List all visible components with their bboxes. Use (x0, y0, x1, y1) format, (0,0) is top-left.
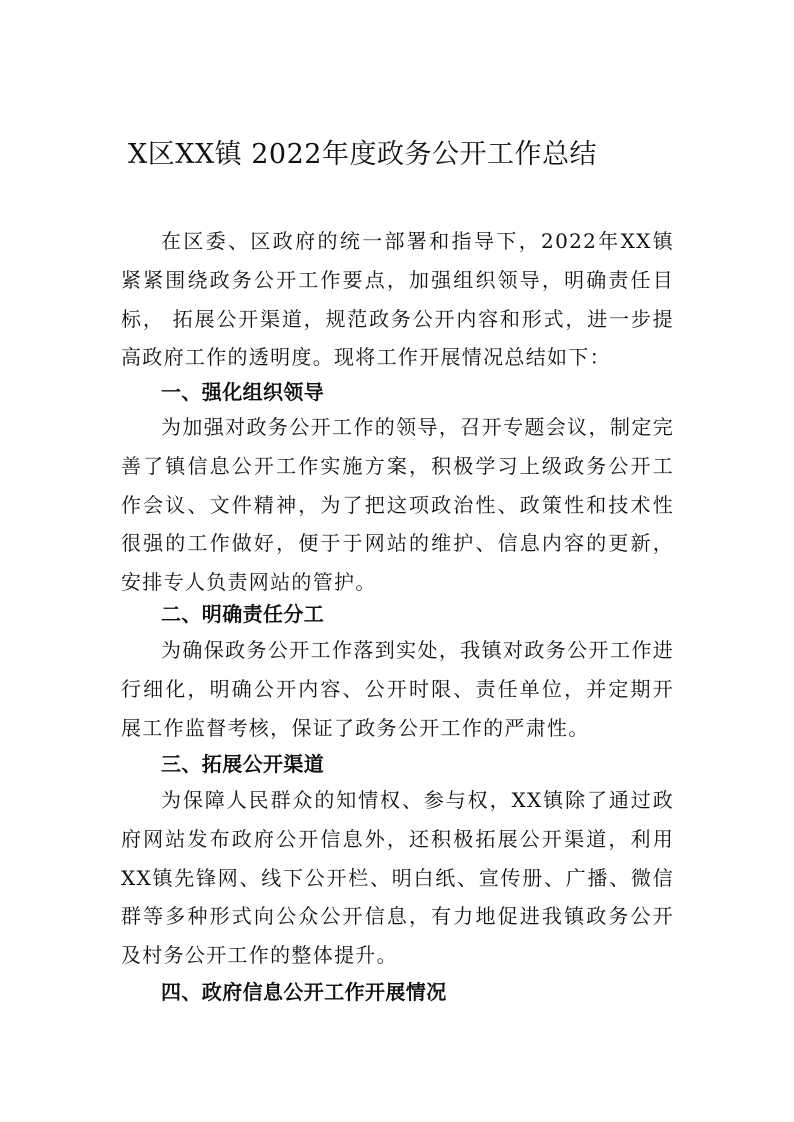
section-heading-2: 二、明确责任分工 (161, 602, 325, 626)
section-heading-1: 一、强化组织领导 (161, 380, 325, 404)
section-heading-4: 四、政府信息公开工作开展情况 (161, 980, 447, 1004)
section-body-1: 为加强对政务公开工作的领导，召开专题会议，制定完善了镇信息公开工作实施方案，积极学习上级政务公开工作会议、文件精神，为了把这项政治性、政策性和技术性很强的工作做好，便于于网站的维护、信息内容的更新，安排专人负责网站的管护。 (121, 415, 674, 595)
document-title: X区XX镇 2022年度政务公开工作总结 (128, 139, 597, 170)
section-heading-3: 三、拓展公开渠道 (161, 752, 325, 776)
intro-paragraph: 在区委、区政府的统一部署和指导下，2022年XX镇紧紧围绕政务公开工作要点，加强组织领导，明确责任目标， 拓展公开渠道，规范政务公开内容和形式，进一步提高政府工作的透明度。现将工作开展情况总结如下： (121, 229, 674, 370)
section-body-2: 为确保政务公开工作落到实处，我镇对政务公开工作进行细化，明确公开内容、公开时限、责任单位，并定期开展工作监督考核，保证了政务公开工作的严肃性。 (121, 638, 674, 740)
section-body-3: 为保障人民群众的知情权、参与权，XX镇除了通过政府网站发布政府公开信息外，还积极拓展公开渠道，利用XX镇先锋网、线下公开栏、明白纸、宣传册、广播、微信群等多种形式向公众公开信息，有力地促进我镇政务公开及村务公开工作的整体提升。 (121, 788, 674, 968)
